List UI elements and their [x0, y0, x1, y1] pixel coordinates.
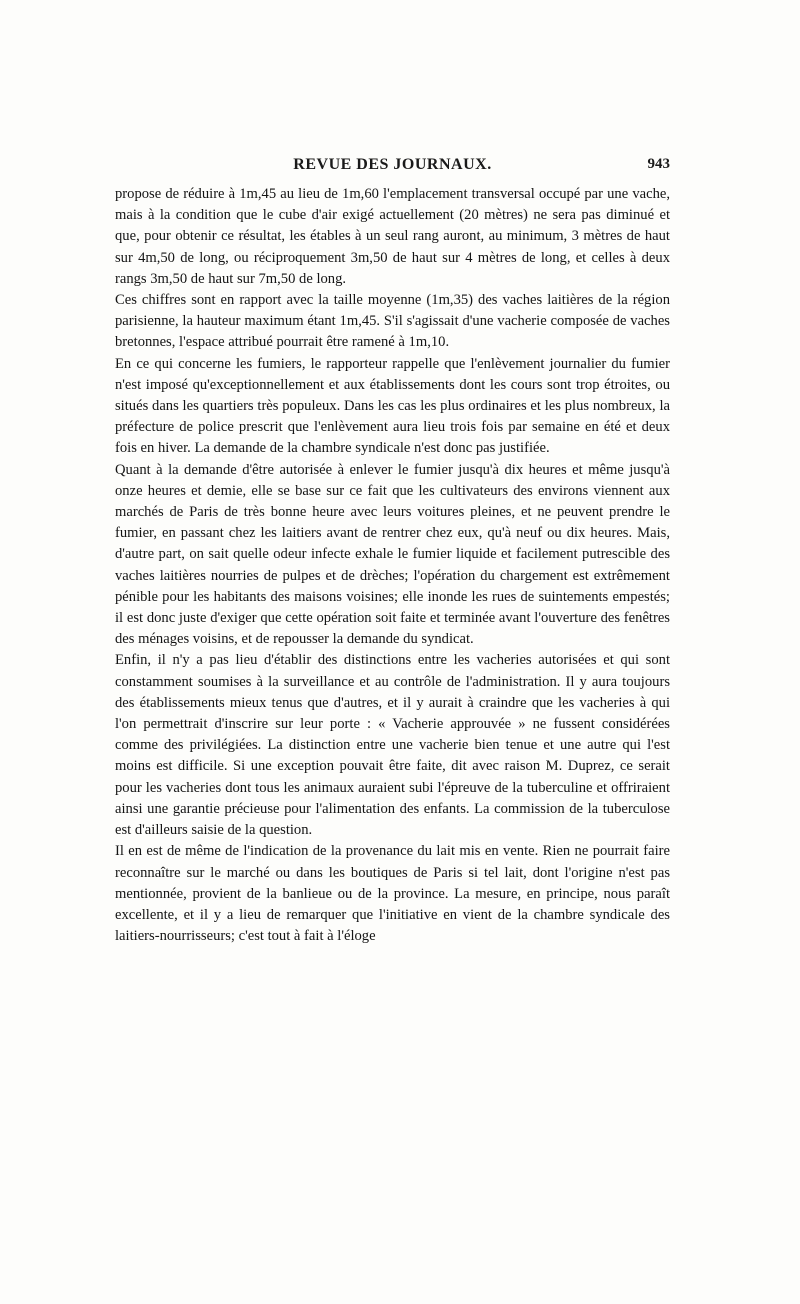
page-number: 943 — [647, 156, 670, 172]
paragraph-2: Ces chiffres sont en rapport avec la taille moyenne (1m,35) des vaches laitières de la région parisienne, la hauteur maximum étant 1m,45. S'il s'agissait d'une vacherie composée de vaches bretonnes, l'espace attribué pourrait être ramené à 1m,10. — [115, 292, 670, 351]
paragraph-4: Quant à la demande d'être autorisée à enlever le fumier jusqu'à dix heures et même jusqu'à onze heures et demie, elle se base sur ce fait que les cultivateurs des environs viennent aux marchés de Paris de très bonne heure avec leurs voitures pleines, et ne peuvent prendre le fumier, en passant chez les laitiers avant de rentrer chez eux, qu'à neuf ou dix heures. Mais, d'autre part, on sait quelle odeur infecte exhale le fumier liquide et facilement putrescible des vaches laitières nourries de pulpes et de drèches; l'opération du chargement est extrêmement pénible pour les habitants des maisons voisines; elle inonde les rues de suintements empestés; il est donc juste d'exiger que cette opération soit faite et terminée avant l'ouverture des fenêtres des ménages voisins, et de repousser la demande du syndicat. — [115, 461, 670, 648]
article-body — [115, 184, 670, 947]
paragraph-1: propose de réduire à 1m,45 au lieu de 1m,60 l'emplacement transversal occupé par une vache, mais à la condition que le cube d'air exigé actuellement (20 mètres) ne sera pas diminué et que, pour obtenir ce résultat, les étables à un seul rang auront, au minimum, 3 mètres de haut sur 4m,50 de long, ou réciproquement 3m,50 de haut sur 4 mètres de long, et celles à deux rangs 3m,50 de haut sur 7m,50 de long. — [115, 186, 670, 287]
paragraph-5: Enfin, il n'y a pas lieu d'établir des distinctions entre les vacheries autorisées et qui sont constamment soumises à la surveillance et au contrôle de l'administration. Il y aura toujours des établissements mieux tenus que d'autres, et il y aurait à craindre que les vacheries à qui l'on permettrait d'inscrire sur leur porte : « Vacherie approuvée » ne fussent considérées comme des privilégiées. La distinction entre une vacherie bien tenue et une autre qui l'est moins est difficile. Si une exception pouvait être faite, dit avec raison M. Duprez, ce serait pour les vacheries dont tous les animaux auraient subi l'épreuve de la tuberculine et offriraient ainsi une garantie précieuse pour l'alimentation des enfants. La commission de la tuberculose est d'ailleurs saisie de la question. — [115, 652, 670, 839]
paragraph-3: En ce qui concerne les fumiers, le rapporteur rappelle que l'enlèvement journalier du fumier n'est imposé qu'exceptionnellement et aux établissements dont les cours sont trop étroites, ou situés dans les quartiers très populeux. Dans les cas les plus ordinaires et les plus nombreux, la préfecture de police prescrit que l'enlèvement aura lieu trois fois par semaine en été et deux fois en hiver. La demande de la chambre syndicale n'est donc pas justifiée. — [115, 355, 670, 457]
page-header — [115, 156, 670, 180]
running-head: REVUE DES JOURNAUX. — [293, 156, 492, 173]
paragraph-6: Il en est de même de l'indication de la provenance du lait mis en vente. Rien ne pourrait faire reconnaître sur le marché ou dans les boutiques de Paris si tel lait, dont l'origine n'est pas mentionnée, provient de la banlieue ou de la province. La mesure, en principe, nous paraît excellente, et il y a lieu de remarquer que l'initiative en vient de la chambre syndicale des laitiers-nourrisseurs; c'est tout à fait à l'éloge — [115, 843, 670, 945]
